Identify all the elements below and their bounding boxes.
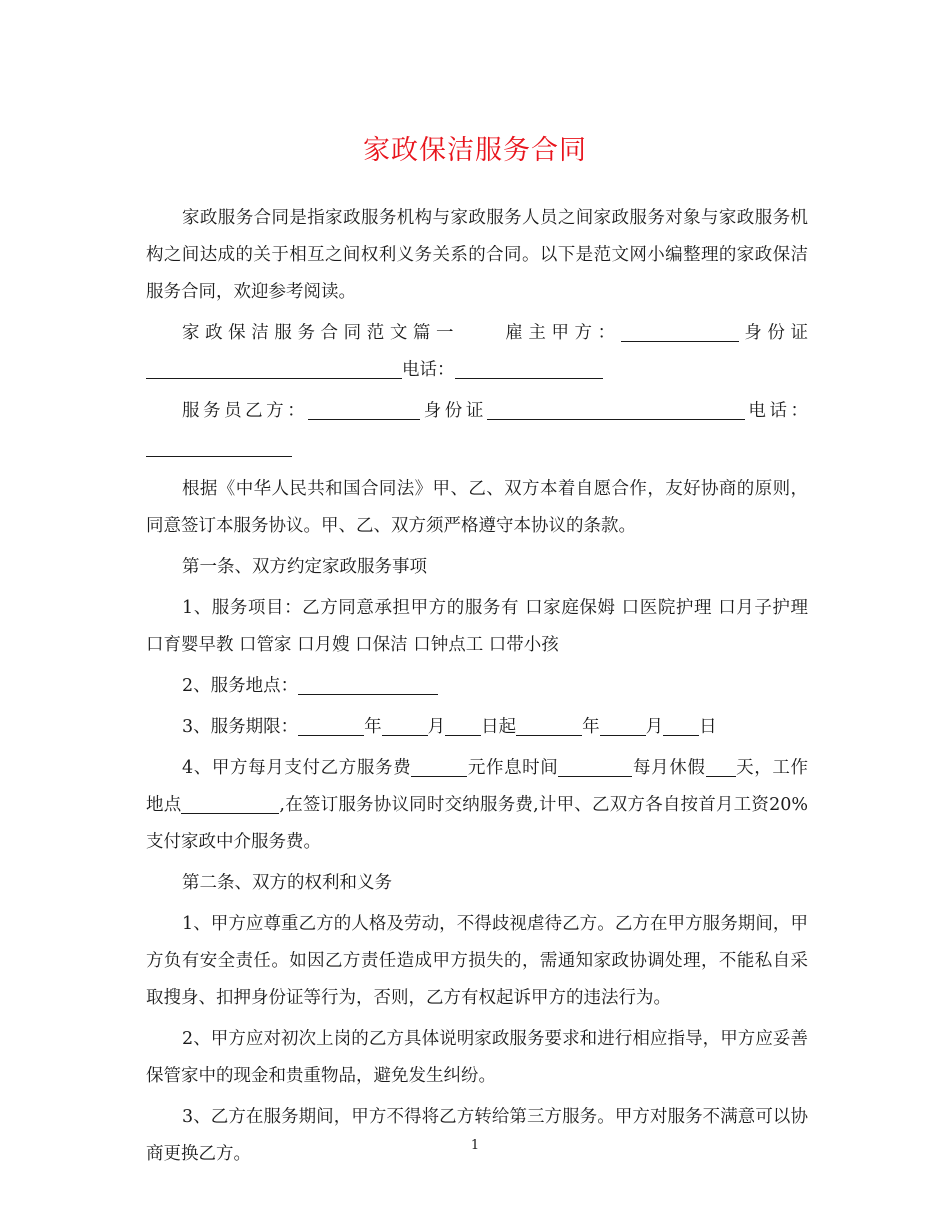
blank-line [298,693,438,695]
basis-paragraph: 根据《中华人民共和国合同法》甲、乙、双方本着自愿合作，友好协商的原则，同意签订本服务协议。甲、乙、双方须严格遵守本协议的条款。 [146,479,808,536]
blank-line [621,340,739,342]
fee-text: ,在签订服务协议同时交纳服务费,计甲、乙双方各自按首月工资20%支付家政中介服务费。 [146,795,808,852]
rights-item-3: 3、乙方在服务期间，甲方不得将乙方转给第三方服务。甲方对服务不满意可以协商更换乙方。 [146,1107,808,1164]
service-location-label: 2、服务地点： [182,676,299,696]
day-label: 日 [699,717,717,737]
blank-line [146,377,402,379]
blank-line [298,734,364,736]
year-label: 年 [582,717,600,737]
blank-line [455,377,603,379]
blank-line [445,734,481,736]
blank-line [181,812,279,814]
service-period [146,709,808,746]
blank-line [487,418,745,420]
phone-label: 电话： [744,401,809,421]
blank-line [308,418,420,420]
party-b-label: 服务员乙方： [182,401,309,421]
fee-text: 元作息时间 [467,758,559,778]
blank-line [558,775,632,777]
phone-label: 电话： [402,360,455,380]
service-items: 1、服务项目：乙方同意承担甲方的服务有 口家庭保姆 口医院护理 口月子护理 口育婴早教 口管家 口月嫂 口保洁 口钟点工 口带小孩 [146,598,808,655]
party-a-label: 家政保洁服务合同范文篇一 雇主甲方： [182,323,621,343]
article-2-heading: 第二条、双方的权利和义务 [182,873,392,893]
document-title: 家政保洁服务合同 [363,135,587,166]
month-label: 月 [645,717,664,737]
intro-paragraph: 家政服务合同是指家政服务机构与家政服务人员之间家政服务对象与家政服务机构之间达成的关于相互之间权利义务关系的合同。以下是范文网小编整理的家政保洁服务合同，欢迎参考阅读。 [146,208,808,302]
party-a-line [146,315,808,389]
blank-line [411,775,467,777]
fee-text: 4、甲方每月支付乙方服务费 [182,758,412,778]
service-location [146,668,808,705]
blank-line [663,734,699,736]
fee-text: 天，工作地点 [146,758,809,815]
rights-item-2: 2、甲方应对初次上岗的乙方具体说明家政服务要求和进行相应指导，甲方应妥善保管家中的现金和贵重物品，避免发生纠纷。 [146,1029,808,1086]
page-number: 1 [470,1138,480,1153]
blank-line [706,775,736,777]
document-body [146,200,808,1173]
blank-line [600,734,646,736]
year-label: 年 [364,717,382,737]
blank-line [516,734,582,736]
service-fee-paragraph [146,750,808,861]
service-period-label: 3、服务期限： [182,717,299,737]
rights-item-1: 1、甲方应尊重乙方的人格及劳动，不得歧视虐待乙方。乙方在甲方服务期间，甲方负有安全责任。如因乙方责任造成甲方损失的，需通知家政协调处理，不能私自采取搜身、扣押身份证等行为，否则，乙方有权起诉甲方的违法行为。 [146,914,808,1008]
blank-line [146,455,292,457]
day-from-label: 日起 [481,717,517,737]
party-b-line [146,393,808,467]
article-1-heading: 第一条、双方约定家政服务事项 [182,557,427,577]
blank-line [382,734,428,736]
id-label: 身份证 [420,401,487,421]
month-label: 月 [427,717,446,737]
fee-text: 每月休假 [632,758,706,778]
id-label: 身份证 [738,323,809,343]
